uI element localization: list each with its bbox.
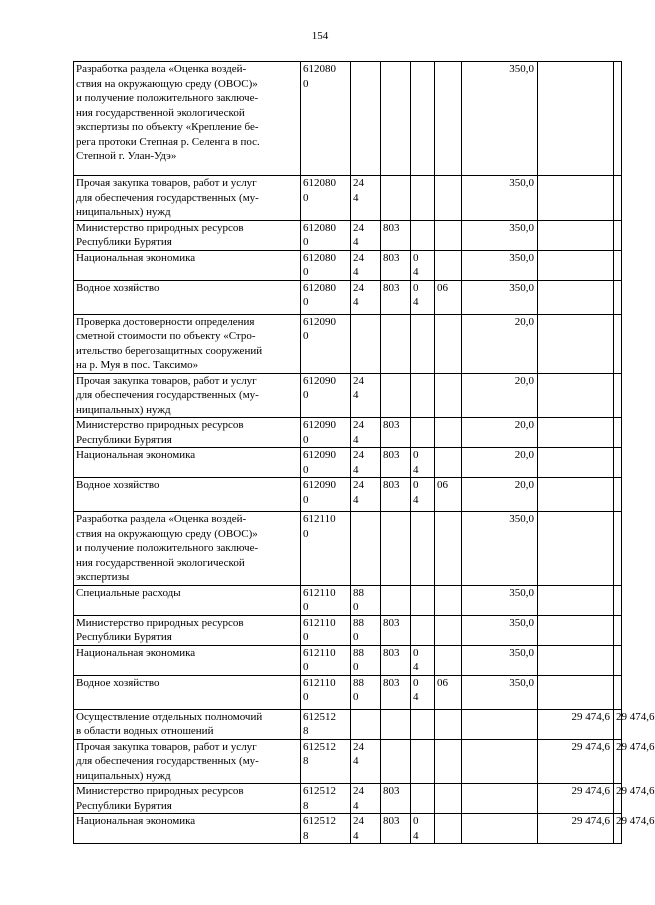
subsection-code [435,585,462,615]
amount-year-3 [614,250,622,280]
expense-type-code: 24 4 [351,448,381,478]
amount-year-1: 350,0 [462,250,538,280]
expense-type-code: 24 4 [351,418,381,448]
ministry-code [381,176,411,221]
expense-type-code: 88 0 [351,585,381,615]
subsection-code [435,512,462,586]
ministry-code [381,373,411,418]
amount-year-1: 350,0 [462,62,538,176]
table-row [74,418,622,448]
expense-type-code: 88 0 [351,615,381,645]
amount-year-3: 29 474,6 [614,739,622,784]
amount-year-2: 29 474,6 [538,784,614,814]
row-name: Министерство природных ресурсов Республики Бурятия [74,418,301,448]
row-name: Министерство природных ресурсов Республики Бурятия [74,220,301,250]
subsection-code: 06 [435,478,462,512]
amount-year-3 [614,675,622,709]
section-code: 0 4 [411,478,435,512]
expense-type-code: 24 4 [351,176,381,221]
row-name: Национальная экономика [74,448,301,478]
subsection-code [435,314,462,373]
subsection-code [435,418,462,448]
ministry-code: 803 [381,418,411,448]
ministry-code [381,709,411,739]
amount-year-3 [614,448,622,478]
target-article-code: 612090 0 [301,418,351,448]
amount-year-3: 29 474,6 [614,814,622,844]
table-row [74,675,622,709]
target-article-code: 612110 0 [301,615,351,645]
subsection-code [435,373,462,418]
amount-year-2: 29 474,6 [538,739,614,784]
subsection-code [435,784,462,814]
target-article-code: 612110 0 [301,512,351,586]
ministry-code: 803 [381,448,411,478]
amount-year-2 [538,250,614,280]
amount-year-1: 20,0 [462,478,538,512]
expense-type-code [351,314,381,373]
ministry-code [381,512,411,586]
section-code [411,739,435,784]
table-row [74,739,622,784]
row-name: Национальная экономика [74,645,301,675]
section-code: 0 4 [411,645,435,675]
amount-year-3 [614,512,622,586]
section-code [411,709,435,739]
amount-year-1 [462,814,538,844]
ministry-code [381,314,411,373]
ministry-code: 803 [381,814,411,844]
section-code [411,314,435,373]
expense-type-code [351,512,381,586]
target-article-code: 612110 0 [301,585,351,615]
expense-type-code: 24 4 [351,478,381,512]
table-row [74,176,622,221]
row-name: Министерство природных ресурсов Республики Бурятия [74,784,301,814]
ministry-code: 803 [381,645,411,675]
expense-type-code: 24 4 [351,373,381,418]
table-row [74,478,622,512]
expense-type-code [351,62,381,176]
section-code [411,585,435,615]
amount-year-2 [538,373,614,418]
amount-year-3 [614,314,622,373]
amount-year-1 [462,739,538,784]
section-code: 0 4 [411,814,435,844]
table-row [74,784,622,814]
amount-year-1: 20,0 [462,373,538,418]
amount-year-3 [614,585,622,615]
table-row [74,512,622,586]
table-row [74,250,622,280]
amount-year-1: 350,0 [462,220,538,250]
ministry-code [381,739,411,784]
row-name: Прочая закупка товаров, работ и услуг для обеспечения государственных (му- ниципальных) нужд [74,739,301,784]
table-row [74,314,622,373]
row-name: Проверка достоверности определения сметной стоимости по объекту «Стро- ительство берегозащитных сооружений на р. Муя в пос. Таксимо» [74,314,301,373]
target-article-code: 612090 0 [301,478,351,512]
amount-year-3 [614,418,622,448]
subsection-code [435,176,462,221]
expense-type-code: 24 4 [351,814,381,844]
row-name: Водное хозяйство [74,280,301,314]
ministry-code: 803 [381,784,411,814]
amount-year-3 [614,373,622,418]
section-code [411,784,435,814]
row-name: Водное хозяйство [74,478,301,512]
amount-year-1: 350,0 [462,675,538,709]
expense-type-code: 24 4 [351,280,381,314]
amount-year-3 [614,220,622,250]
subsection-code [435,250,462,280]
amount-year-3 [614,62,622,176]
expense-type-code: 88 0 [351,675,381,709]
row-name: Водное хозяйство [74,675,301,709]
amount-year-2 [538,176,614,221]
subsection-code [435,448,462,478]
row-name: Разработка раздела «Оценка воздей- ствия на окружающую среду (ОВОС)» и получение положительного заключе- ния государственной экологической экспертизы по объекту «Крепление бе- рега протоки Степная р. Селенга в пос. Степной г. Улан-Удэ» [74,62,301,176]
table-row [74,62,622,176]
amount-year-1: 350,0 [462,585,538,615]
target-article-code: 612512 8 [301,814,351,844]
amount-year-3: 29 474,6 [614,784,622,814]
amount-year-1: 350,0 [462,512,538,586]
target-article-code: 612080 0 [301,280,351,314]
ministry-code: 803 [381,280,411,314]
subsection-code: 06 [435,675,462,709]
amount-year-3 [614,615,622,645]
table-row [74,220,622,250]
amount-year-1: 20,0 [462,418,538,448]
amount-year-2 [538,675,614,709]
amount-year-2 [538,585,614,615]
amount-year-3 [614,478,622,512]
amount-year-1: 350,0 [462,176,538,221]
expense-type-code: 88 0 [351,645,381,675]
amount-year-2 [538,280,614,314]
row-name: Прочая закупка товаров, работ и услуг для обеспечения государственных (му- ниципальных) нужд [74,176,301,221]
section-code: 0 4 [411,675,435,709]
amount-year-1 [462,784,538,814]
section-code [411,62,435,176]
section-code [411,512,435,586]
page-number: 154 [311,30,329,42]
target-article-code: 612080 0 [301,220,351,250]
target-article-code: 612090 0 [301,373,351,418]
amount-year-2 [538,645,614,675]
amount-year-2 [538,418,614,448]
amount-year-2 [538,615,614,645]
budget-table [73,61,655,844]
section-code [411,220,435,250]
amount-year-1: 350,0 [462,280,538,314]
table-row [74,709,622,739]
target-article-code: 612080 0 [301,176,351,221]
amount-year-3: 29 474,6 [614,709,622,739]
amount-year-2 [538,448,614,478]
section-code: 0 4 [411,250,435,280]
ministry-code: 803 [381,250,411,280]
row-name: Разработка раздела «Оценка воздей- ствия на окружающую среду (ОВОС)» и получение положительного заключе- ния государственной экологической экспертизы [74,512,301,586]
table-row [74,373,622,418]
target-article-code: 612110 0 [301,645,351,675]
row-name: Национальная экономика [74,250,301,280]
target-article-code: 612090 0 [301,448,351,478]
expense-type-code: 24 4 [351,220,381,250]
amount-year-1: 20,0 [462,314,538,373]
amount-year-1 [462,709,538,739]
amount-year-3 [614,176,622,221]
amount-year-3 [614,280,622,314]
expense-type-code: 24 4 [351,739,381,784]
row-name: Прочая закупка товаров, работ и услуг для обеспечения государственных (му- ниципальных) нужд [74,373,301,418]
subsection-code: 06 [435,280,462,314]
expense-type-code [351,709,381,739]
amount-year-1: 350,0 [462,615,538,645]
table-row [74,814,622,844]
table-row [74,585,622,615]
ministry-code: 803 [381,615,411,645]
amount-year-2 [538,314,614,373]
target-article-code: 612080 0 [301,250,351,280]
subsection-code [435,709,462,739]
ministry-code: 803 [381,220,411,250]
amount-year-2 [538,478,614,512]
section-code: 0 4 [411,448,435,478]
amount-year-2 [538,62,614,176]
target-article-code: 612110 0 [301,675,351,709]
section-code [411,176,435,221]
table-row [74,448,622,478]
table-row [74,280,622,314]
target-article-code: 612512 8 [301,784,351,814]
ministry-code: 803 [381,478,411,512]
subsection-code [435,615,462,645]
ministry-code [381,585,411,615]
amount-year-3 [614,645,622,675]
expense-type-code: 24 4 [351,250,381,280]
amount-year-2: 29 474,6 [538,814,614,844]
expense-type-code: 24 4 [351,784,381,814]
section-code [411,615,435,645]
subsection-code [435,814,462,844]
row-name: Министерство природных ресурсов Республики Бурятия [74,615,301,645]
row-name: Национальная экономика [74,814,301,844]
target-article-code: 612080 0 [301,62,351,176]
amount-year-2 [538,512,614,586]
subsection-code [435,645,462,675]
ministry-code: 803 [381,675,411,709]
table-row [74,615,622,645]
subsection-code [435,739,462,784]
section-code [411,373,435,418]
row-name: Осуществление отдельных полномочий в области водных отношений [74,709,301,739]
target-article-code: 612512 8 [301,709,351,739]
target-article-code: 612512 8 [301,739,351,784]
target-article-code: 612090 0 [301,314,351,373]
subsection-code [435,220,462,250]
amount-year-1: 350,0 [462,645,538,675]
section-code: 0 4 [411,280,435,314]
subsection-code [435,62,462,176]
section-code [411,418,435,448]
amount-year-2 [538,220,614,250]
row-name: Специальные расходы [74,585,301,615]
table-row [74,645,622,675]
amount-year-1: 20,0 [462,448,538,478]
amount-year-2: 29 474,6 [538,709,614,739]
ministry-code [381,62,411,176]
